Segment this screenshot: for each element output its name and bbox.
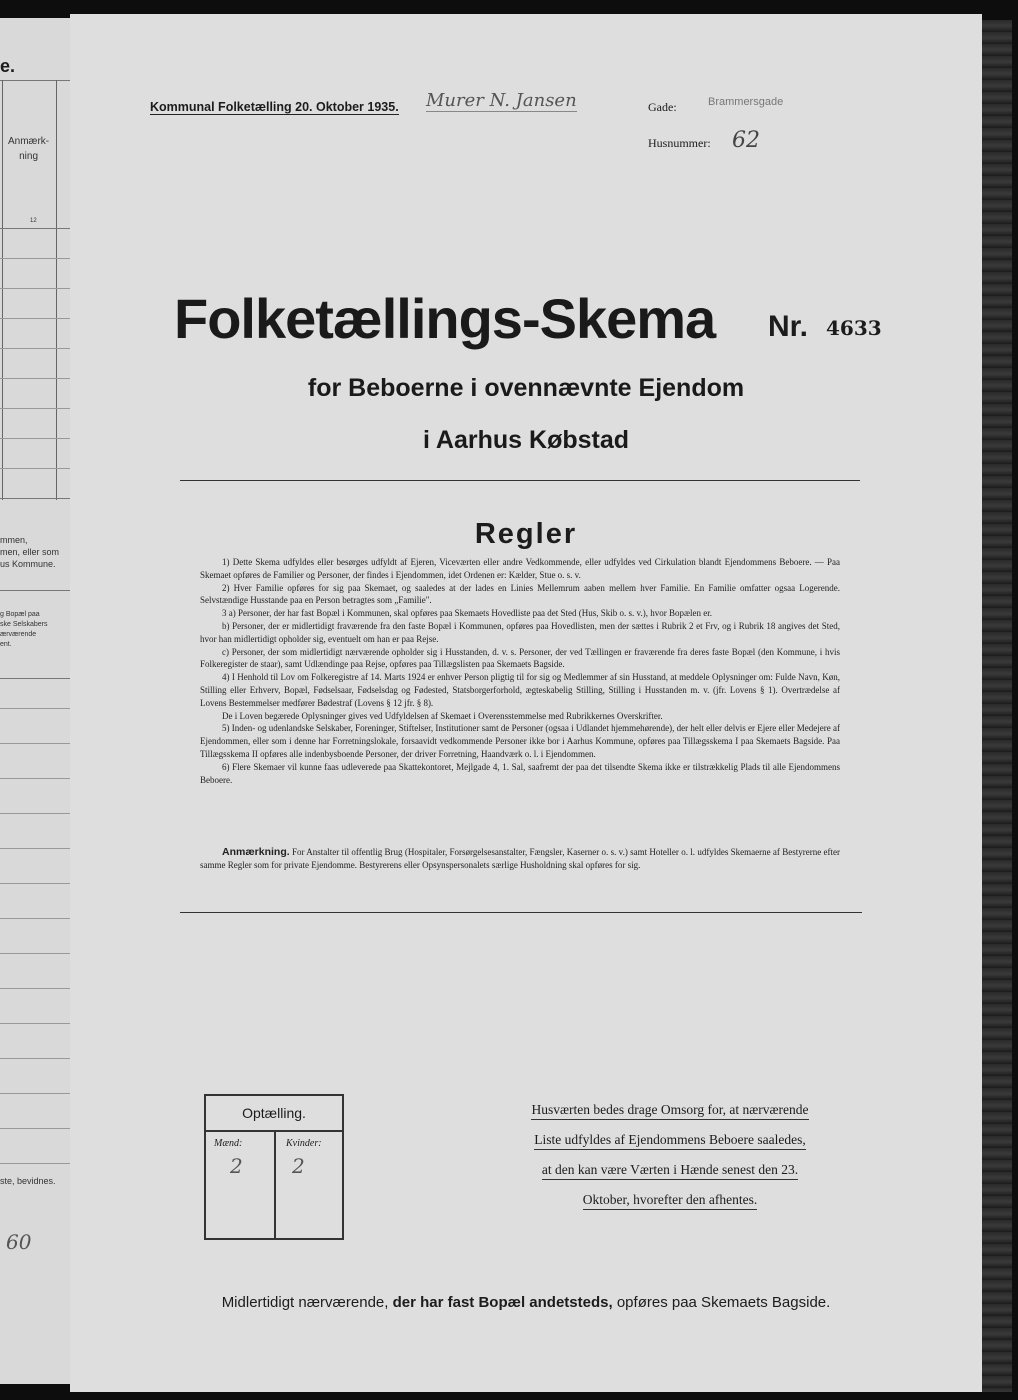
left-handwritten-number: 60 [6, 1230, 32, 1254]
notice-line: Husværten bedes drage Omsorg for, at nærværende [531, 1102, 808, 1120]
left-note-1: mmen, men, eller som us Kommune. [0, 535, 60, 569]
footer-part-1: Midlertidigt nærværende, [221, 1294, 389, 1311]
footer-note [70, 1294, 982, 1311]
rule-paragraph: c) Personer, der som midlertidigt nærværende opholder sig i Husstanden, d. v. s. Personer, der ved Tællingen er fraværende fra deres faste Bopæl (den Kommune, i hvis Folkeregister de staar), samt Udlændinge paa Rejse, opføres paa Tillægslisten paa Skemaets Bagside. [200, 646, 840, 670]
footer-part-2: der har fast Bopæl andetsteds, [392, 1294, 613, 1311]
notice-line: Liste udfyldes af Ejendommens Beboere saaledes, [534, 1132, 805, 1150]
rule-paragraph: De i Loven begærede Oplysninger gives ved Udfyldelsen af Skemaet i Overensstemmelse med Rubrikkernes Overskrifter. [222, 710, 663, 721]
subtitle-line-2: i Aarhus Købstad [422, 426, 630, 454]
annotation-column-header: Anmærk- ning [8, 136, 50, 162]
rule-paragraph: 3 a) Personer, der har fast Bopæl i Kommunen, skal opføres paa Skemaets Hovedliste paa det Sted (Hus, Skib o. s. v.), hvor Bopælen er. [222, 608, 712, 619]
rule-paragraph: 5) Inden- og udenlandske Selskaber, Foreninger, Stiftelser, Institutioner samt de Personer (ogsaa i Udlandet hjemmehørende), der helt eller delvis er Ejere eller Medejere af Ejendommen, eller som i denne har Forretningslokale, forsaavidt vedkommende Personer ikke bor i Aarhus Kommune, opføres paa Tillægsskema I paa Skemaets Bagside. Paa Tillægsskema II opføres alle indenbysboende Personer, der driver Forretning, Haandværk o. l. i Ejendommen. [200, 723, 840, 759]
landlord-notice [500, 1102, 840, 1222]
rule-paragraph: 6) Flere Skemaer vil kunne faas udleverede paa Skattekontoret, Mejlgade 4, 1. Sal, saafremt der paa det tilsendte Skema ikke er tilstrækkelig Plads til alle Ejendommens Beboere. [200, 761, 840, 785]
remark-label: Anmærkning. [222, 846, 290, 858]
page-stack-edge [982, 20, 1012, 1392]
notice-line: Oktober, hvorefter den afhentes. [583, 1192, 758, 1210]
rule-paragraph: 1) Dette Skema udfyldes eller besørges udfyldt af Ejeren, Viceværten eller andre Vedkommende, eller udfyldes ved Cirkulation blandt Ejendommens Beboere. — Paa Skemaet opføres de Familier og Personer, der findes i Ejendommen, idet Ordenen er: Kælder, Stue o. s. v. [200, 557, 840, 580]
rule-paragraph: 4) I Henhold til Lov om Folkeregistre af 14. Marts 1924 er enhver Person pligtig til for sig og Medlemmer af sin Husstand, at meddele Oplysninger om: Fulde Navn, Køn, Stilling eller Erhverv, Bopæl, Fødselsaar, Fødselsdag og Fødested, Statsborgerforhold, ægteskabelig Stilling, Stilling i Husstanden m. v. (jfr. Lovens § 1). Overtrædelse af Lovens Bestemmelser medfører Bødestraf (Lovens § 12 jfr. § 8). [200, 672, 840, 708]
street-value: Brammersgade [708, 96, 784, 108]
men-count: 2 [230, 1154, 243, 1178]
rule-paragraph: b) Personer, der er midlertidigt fraværende fra den faste Bopæl i Kommunen, opføres paa Hovedlisten, men der sættes i Rubrik 2 et Frv, og i Rubrik 18 angives det Sted, hvor han midlertidigt opholder sig, eventuelt om han er paa Rejse. [200, 620, 840, 644]
rules-heading: Regler [474, 518, 578, 550]
men-label: Mænd: [214, 1138, 243, 1149]
left-note-3: ste, bevidnes. [0, 1176, 56, 1186]
divider-top [180, 480, 860, 481]
handwritten-name: Murer N. Jansen [426, 90, 577, 111]
house-number-value: 62 [732, 128, 760, 153]
left-facing-page [0, 18, 74, 1384]
column-number: 12 [30, 218, 37, 224]
form-title-main: Folketællings-Skema [174, 287, 716, 350]
women-label: Kvinder: [286, 1138, 322, 1149]
house-number-label: Husnummer: [648, 136, 711, 150]
form-number-label: Nr. [768, 310, 809, 343]
left-page-letter: e. [0, 56, 16, 76]
notice-line: at den kan være Værten i Hænde senest den 23. [542, 1162, 798, 1180]
form-title [174, 286, 715, 351]
census-form-page [70, 14, 982, 1392]
divider-bottom [180, 912, 862, 913]
footer-part-3: opføres paa Skemaets Bagside. [616, 1294, 831, 1311]
tally-box [204, 1094, 344, 1240]
remark-text: For Anstalter til offentlig Brug (Hospitaler, Forsørgelsesanstalter, Fængsler, Kaserner o. s. v.) samt Hoteller o. l. udfyldes Skemaerne af Bestyrerne efter samme Regler som for private Ejendomme. Bestyrerens eller Opsynspersonalets særlige Husholdning skal opføres for sig. [200, 847, 840, 870]
census-header-line: Kommunal Folketælling 20. Oktober 1935. [150, 100, 399, 114]
subtitle-line-1: for Beboerne i ovennævnte Ejendom [307, 374, 745, 402]
street-label: Gade: [648, 100, 677, 114]
rules-body [200, 556, 840, 786]
rule-paragraph: 2) Hver Familie opføres for sig paa Skemaet, og saaledes at der lades en Linies Mellemrum aaben mellem hver Familie. En Familie omfatter ogsaa Logerende. Selvstændige Husstande paa en Person betragtes som „Familie". [200, 582, 840, 606]
form-number-value: 4633 [826, 316, 882, 340]
left-note-2: g Bopæl paa ske Selskabers ærværende ent. [0, 611, 48, 648]
tally-title: Optælling. [206, 1096, 342, 1132]
women-count: 2 [292, 1154, 305, 1178]
remark-block [200, 846, 840, 872]
